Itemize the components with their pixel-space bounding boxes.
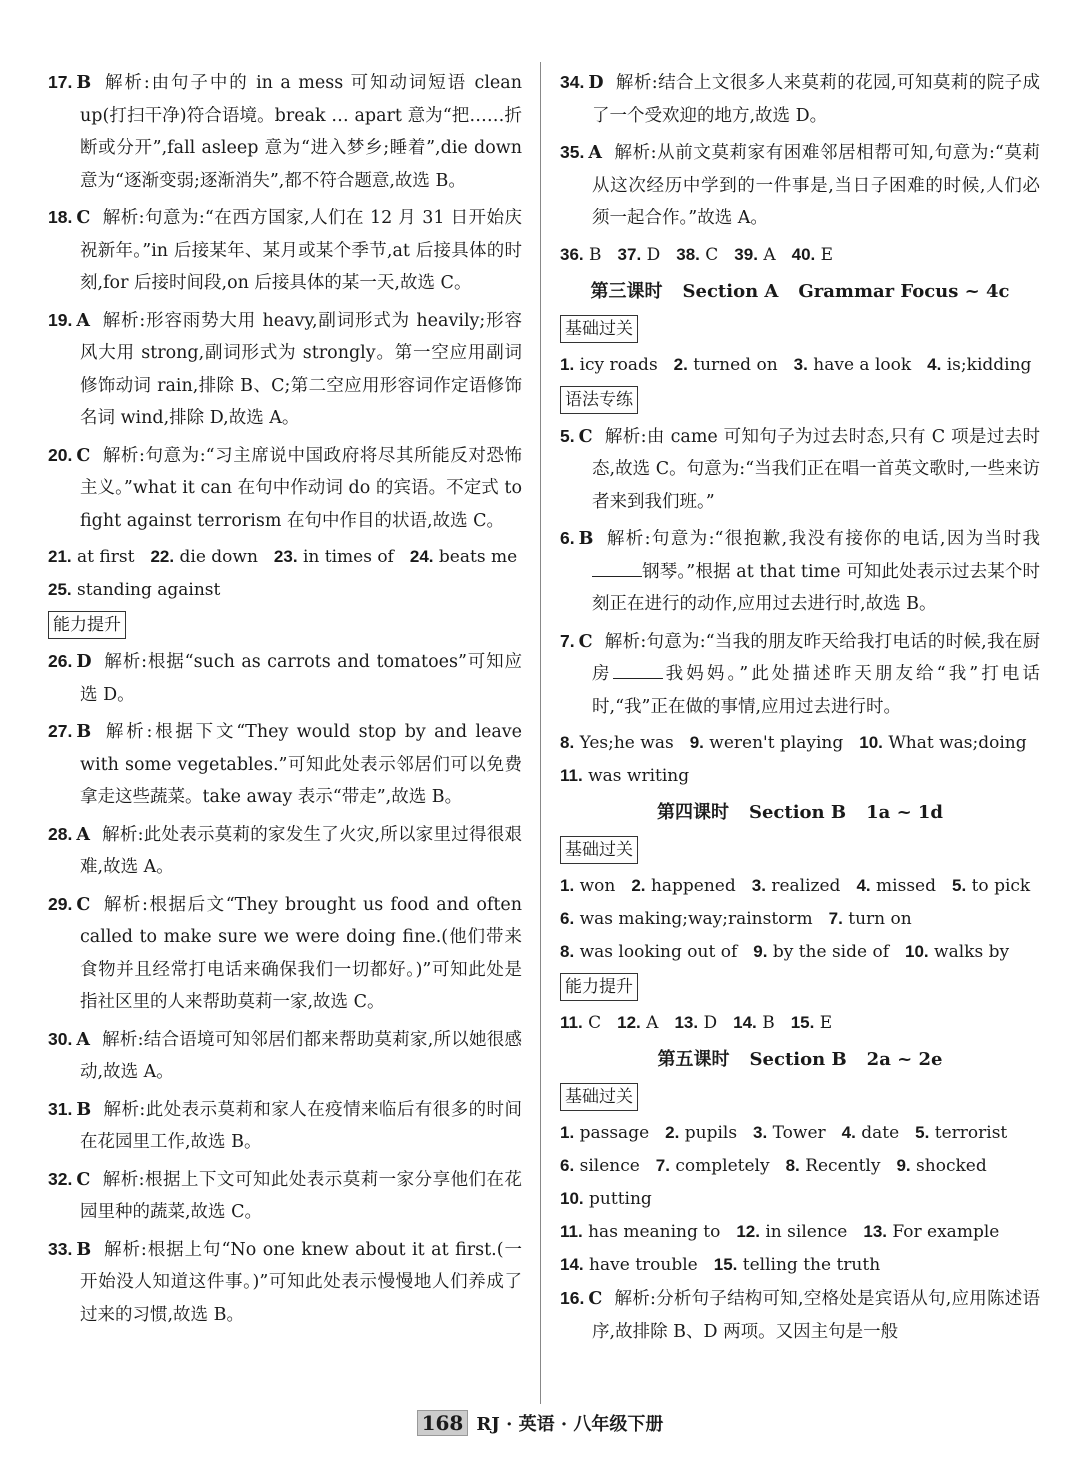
item-number: 21. — [48, 547, 72, 566]
fill-text: passage — [579, 1123, 650, 1143]
fill-text: by the side of — [772, 942, 889, 962]
item-explanation: 解析:分析句子结构可知,空格处是宾语从句,应用陈述语序,故排除 B、D 两项。又因主句是一般 — [592, 1289, 1040, 1342]
blank-line — [592, 560, 642, 577]
fill-text: Yes;he was — [579, 733, 674, 753]
fill-answer — [690, 727, 844, 759]
item-number: 1. — [560, 1123, 575, 1142]
item-number: 9. — [689, 733, 704, 752]
fill-text: Recently — [805, 1156, 881, 1176]
section-box-jichu: 基础过关 — [560, 315, 638, 343]
lesson-heading-3 — [560, 275, 1040, 309]
answer-item — [48, 66, 522, 197]
lesson-range: Grammar Focus ~ 4c — [798, 280, 1010, 302]
answer-item — [48, 888, 522, 1019]
fill-text: won — [579, 876, 616, 896]
item-answer: C — [588, 1289, 603, 1309]
item-answer: C — [76, 445, 91, 466]
fill-text: putting — [589, 1189, 652, 1209]
item-number: 31. — [48, 1098, 73, 1119]
fill-text: standing against — [77, 580, 221, 600]
fill-text: to pick — [971, 876, 1031, 896]
fill-line — [560, 1249, 1040, 1281]
item-explanation-cont: 钢琴。”根据 at that time 可知此处表示过去某个时刻正在进行的动作,应用过去进行时,故选 B。 — [592, 561, 1040, 614]
fill-group-l3b — [560, 727, 1040, 792]
item-explanation: 解析:从前文莫莉家有困难邻居相帮可知,句意为:“莫莉从这次经历中学到的一件事是,当日子困难的时候,人们必须一起合作。”故选 A。 — [592, 143, 1040, 228]
answer-item — [48, 818, 522, 884]
fill-group-l4 — [560, 870, 1040, 968]
item-number: 29. — [48, 893, 73, 914]
fill-text: happened — [650, 876, 736, 896]
lesson-heading-5 — [560, 1043, 1040, 1077]
fill-text: D — [646, 244, 661, 265]
fill-answer — [560, 1183, 652, 1215]
fill-text: turn on — [848, 909, 912, 929]
fill-answer — [674, 1007, 717, 1039]
fill-answer — [560, 1249, 698, 1281]
item-number: 13. — [863, 1222, 887, 1241]
fill-text: turned on — [693, 354, 778, 375]
item-answer: C — [76, 208, 91, 228]
fill-group-l5 — [560, 1117, 1040, 1281]
item-explanation: 解析:由 came 可知句子为过去时态,只有 C 项是过去时态,故选 C。句意为:“当我们正在唱一首英文歌时,一些来访者来到我们班。” — [592, 426, 1040, 512]
fill-line — [560, 1117, 1040, 1149]
fill-group-l4b — [560, 1007, 1040, 1039]
section-box-nengli-2: 能力提升 — [560, 973, 638, 1001]
fill-line — [560, 1216, 1040, 1248]
answer-item — [48, 645, 522, 711]
item-number: 3. — [753, 1123, 768, 1142]
answer-item — [560, 66, 1040, 132]
item-number: 3. — [793, 354, 808, 374]
fill-answer — [859, 727, 1026, 759]
fill-answer — [618, 239, 661, 271]
fill-answer — [150, 541, 257, 573]
fill-text: has meaning to — [588, 1222, 721, 1242]
fill-answer — [560, 1216, 720, 1248]
fill-line — [48, 574, 522, 606]
fill-text: E — [820, 244, 834, 265]
item-answer: B — [578, 529, 594, 549]
answer-item — [48, 439, 522, 538]
item-number: 14. — [560, 1255, 584, 1274]
item-number: 7. — [828, 909, 843, 928]
item-answer: C — [578, 426, 593, 447]
item-explanation: 解析:结合语境可知邻居们都来帮助莫莉家,所以她很感动,故选 A。 — [80, 1029, 522, 1082]
fill-line — [560, 760, 1040, 792]
fill-answer — [560, 239, 602, 271]
item-number: 6. — [560, 909, 575, 928]
fill-line — [560, 239, 1040, 271]
fill-answer — [829, 903, 912, 935]
item-number: 40. — [791, 244, 816, 264]
fill-text: What was;doing — [888, 733, 1027, 753]
answer-item — [48, 1023, 522, 1089]
fill-answer — [856, 870, 936, 902]
fill-answer — [274, 541, 394, 573]
item-explanation: 解析:由句子中的 in a mess 可知动词短语 clean up(打扫干净)符合语境。break … apart 意为“把……折断或分开”,fall asleep 意为“进入梦乡;睡着”,die down 意为“逐渐变弱;逐渐消失”,都不符合题意,故选 B。 — [80, 73, 522, 191]
item-number: 17. — [48, 72, 73, 92]
fill-answer — [915, 1117, 1007, 1149]
item-number: 25. — [48, 580, 72, 599]
fill-text: pupils — [684, 1123, 738, 1143]
fill-answer — [736, 1216, 847, 1248]
fill-text: completely — [675, 1156, 770, 1176]
fill-text: For example — [892, 1222, 1000, 1242]
fill-group-l3 — [560, 349, 1040, 381]
answer-item-5 — [560, 420, 1040, 519]
item-number: 18. — [48, 207, 73, 227]
fill-text: D — [703, 1013, 718, 1033]
item-answer: A — [76, 310, 90, 331]
item-answer: A — [588, 143, 602, 163]
fill-text: die down — [179, 547, 258, 567]
answer-item — [48, 201, 522, 300]
item-explanation: 解析:句意为:“在西方国家,人们在 12 月 31 日开始庆祝新年。”in 后接某年、某月或某个季节,at 后接具体的时刻,for 后接时间段,on 后接具体的某一天,故选 C。 — [80, 208, 522, 293]
item-number: 7. — [560, 630, 575, 651]
left-items-group — [48, 66, 522, 537]
fill-answer — [674, 349, 778, 381]
item-answer: B — [76, 1239, 92, 1260]
item-number: 6. — [560, 1156, 575, 1175]
blank-line — [613, 662, 663, 679]
item-number: 26. — [48, 651, 73, 671]
right-items-group — [560, 66, 1040, 235]
item-number: 27. — [48, 721, 73, 741]
fill-answer — [952, 870, 1030, 902]
item-answer: C — [76, 1169, 91, 1190]
left-items-group-2 — [48, 645, 522, 1331]
fill-answer — [791, 1007, 832, 1039]
fill-text: in times of — [302, 547, 394, 567]
fill-text: is;kidding — [946, 354, 1032, 375]
fill-answer — [560, 903, 813, 935]
item-number: 1. — [560, 354, 575, 374]
fill-answer — [753, 1117, 826, 1149]
fill-text: was looking out of — [579, 942, 738, 962]
item-number: 8. — [560, 733, 575, 752]
fill-text: was writing — [588, 766, 690, 786]
fill-answer — [676, 239, 718, 271]
item-explanation: 解析:根据上下文可知此处表示莫莉一家分享他们在花园里种的蔬菜,故选 C。 — [80, 1169, 522, 1222]
item-number: 4. — [927, 354, 942, 374]
item-answer: B — [76, 1099, 92, 1120]
item-number: 8. — [785, 1156, 800, 1175]
fill-text: Tower — [772, 1123, 826, 1143]
column-divider — [540, 62, 541, 1404]
page-footer — [0, 1410, 1080, 1436]
fill-text: was making;way;rainstorm — [579, 909, 813, 929]
fill-text: realized — [771, 876, 841, 896]
fill-answer — [905, 936, 1009, 968]
fill-text: walks by — [934, 942, 1010, 962]
fill-text: weren't playing — [709, 733, 844, 753]
lesson-number: 第五课时 — [657, 1049, 730, 1070]
item-number: 22. — [150, 547, 175, 566]
fill-text: date — [861, 1123, 900, 1143]
item-number: 11. — [560, 766, 583, 785]
item-number: 16. — [560, 1288, 585, 1308]
fill-answer — [794, 349, 912, 381]
item-number: 10. — [905, 942, 929, 961]
fill-answer — [927, 349, 1031, 381]
item-explanation: 解析:形容雨势大用 heavy,副词形式为 heavily;形容风大用 strong,副词形式为 strongly。第一空应用副词修饰动词 rain,排除 B、C;第二空应用形容词作定语修饰名词 wind,排除 D,故选 A。 — [80, 310, 522, 428]
section-box-jichu-2: 基础过关 — [560, 836, 638, 864]
answer-item-7 — [560, 625, 1040, 724]
item-explanation: 解析:句意为:“当我的朋友昨天给我打电话的时候,我在厨房 — [592, 631, 1040, 684]
section-box-nengli: 能力提升 — [48, 611, 126, 639]
item-answer: B — [76, 722, 92, 742]
right-column — [560, 66, 1040, 1352]
item-number: 2. — [631, 876, 646, 895]
item-number: 34. — [560, 72, 585, 92]
fill-answer — [560, 349, 658, 381]
fill-answer — [786, 1150, 881, 1182]
lesson-section: Section B — [748, 802, 847, 823]
fill-answer — [733, 1007, 775, 1039]
fill-text: B — [589, 244, 602, 265]
fill-line — [48, 541, 522, 573]
fill-answer — [560, 1007, 601, 1039]
fill-answer — [560, 727, 674, 759]
fill-answer — [631, 870, 735, 902]
fill-text: terrorist — [934, 1123, 1008, 1143]
item-number: 36. — [560, 244, 584, 264]
item-explanation: 解析:此处表示莫莉的家发生了火灾,所以家里过得很艰难,故选 A。 — [80, 824, 522, 877]
lesson-range: 1a ~ 1d — [866, 802, 944, 823]
fill-answer — [617, 1007, 658, 1039]
item-number: 28. — [48, 823, 73, 844]
fill-text: telling the truth — [742, 1255, 881, 1275]
answer-item — [48, 1093, 522, 1159]
fill-line — [560, 1150, 1040, 1182]
lesson-number: 第三课时 — [590, 280, 663, 302]
item-number: 10. — [560, 1189, 584, 1208]
fill-answer — [665, 1117, 737, 1149]
fill-text: E — [819, 1013, 833, 1033]
item-number: 11. — [560, 1222, 583, 1241]
item-number: 15. — [713, 1255, 738, 1274]
item-number: 5. — [560, 425, 575, 446]
fill-text: shocked — [916, 1156, 987, 1176]
item-number: 37. — [617, 244, 642, 264]
item-number: 2. — [665, 1123, 680, 1142]
fill-answer — [714, 1249, 880, 1281]
item-explanation: 解析:结合上文很多人来莫莉的花园,可知莫莉的院子成了一个受欢迎的地方,故选 D。 — [592, 73, 1040, 126]
fill-text: at first — [77, 547, 135, 567]
book-title: RJ · 英语 · 八年级下册 — [476, 1414, 664, 1435]
item-number: 4. — [856, 876, 871, 895]
fill-text: silence — [579, 1156, 640, 1176]
section-box-yufa: 语法专练 — [560, 386, 638, 414]
item-number: 12. — [617, 1013, 641, 1032]
item-number: 2. — [673, 354, 688, 374]
fill-answer — [842, 1117, 900, 1149]
fill-line — [560, 1007, 1040, 1039]
item-answer: C — [76, 894, 91, 915]
item-number: 19. — [48, 309, 73, 330]
item-number: 3. — [751, 876, 766, 895]
fill-text: A — [763, 244, 776, 265]
item-explanation: 解析:句意为:“很抱歉,我没有接你的电话,因为当时我 — [605, 529, 1040, 549]
item-number: 30. — [48, 1028, 73, 1049]
item-answer: A — [76, 824, 90, 845]
fill-answer — [896, 1150, 986, 1182]
item-number: 20. — [48, 444, 73, 465]
item-number: 8. — [560, 942, 575, 961]
answer-item-16 — [560, 1282, 1040, 1348]
item-number: 9. — [753, 942, 768, 961]
item-number: 38. — [676, 244, 700, 264]
page-number: 168 — [417, 1410, 469, 1436]
item-number: 6. — [560, 528, 575, 548]
fill-text: missed — [876, 876, 936, 896]
fill-text: A — [646, 1013, 659, 1033]
item-number: 14. — [733, 1013, 757, 1032]
lesson-number: 第四课时 — [656, 802, 729, 823]
item-number: 35. — [560, 142, 585, 162]
item-answer: B — [76, 73, 92, 93]
item-number: 5. — [915, 1123, 930, 1142]
item-number: 7. — [655, 1156, 670, 1175]
fill-answer — [560, 870, 615, 902]
fill-answer — [656, 1150, 770, 1182]
item-explanation: 解析:根据“such as carrots and tomatoes”可知应选 D。 — [80, 652, 522, 705]
fill-answer — [792, 239, 833, 271]
left-column — [48, 66, 522, 1335]
answer-item — [48, 304, 522, 435]
item-number: 1. — [560, 876, 575, 895]
item-number: 4. — [841, 1123, 856, 1142]
lesson-section: Section A — [682, 280, 779, 302]
item-number: 15. — [790, 1013, 815, 1032]
answer-item — [48, 1163, 522, 1229]
fill-line — [560, 1183, 1040, 1215]
item-number: 11. — [560, 1013, 583, 1032]
item-number: 33. — [48, 1238, 73, 1259]
fill-answer — [734, 239, 775, 271]
fill-text: in silence — [765, 1222, 848, 1242]
fill-answer — [753, 936, 889, 968]
fill-line — [560, 349, 1040, 381]
fill-line — [560, 727, 1040, 759]
item-explanation: 解析:根据后文“They brought us food and often called to make sure we were doing fine.(他们带来食物并且经常打电话来确保我们一切都好。)”可知此处是指社区里的人来帮助莫莉一家,故选 C。 — [80, 894, 522, 1012]
lesson-section: Section B — [749, 1049, 847, 1070]
item-answer: D — [588, 73, 604, 93]
fill-answer — [48, 574, 220, 606]
section-box-jichu-3: 基础过关 — [560, 1083, 638, 1111]
left-fill-group — [48, 541, 522, 606]
right-fill-group — [560, 239, 1040, 271]
fill-answer — [48, 541, 134, 573]
fill-text: have a look — [813, 354, 912, 375]
lesson-range: 2a ~ 2e — [866, 1049, 943, 1070]
item-number: 24. — [409, 547, 434, 566]
fill-text: C — [705, 244, 719, 265]
fill-text: have trouble — [589, 1255, 698, 1275]
item-number: 10. — [859, 733, 883, 752]
answer-item — [48, 715, 522, 814]
fill-answer — [752, 870, 841, 902]
item-number: 9. — [896, 1156, 911, 1175]
item-number: 32. — [48, 1168, 73, 1189]
item-number: 23. — [273, 547, 298, 566]
fill-line — [560, 870, 1040, 902]
item-explanation: 解析:根据下文“They would stop by and leave with some vegetables.”可知此处表示邻居们可以免费拿走这些蔬菜。take away 表示“带走”,故选 B。 — [80, 722, 522, 807]
fill-line — [560, 936, 1040, 968]
item-answer: A — [76, 1029, 90, 1050]
fill-text: B — [762, 1013, 775, 1033]
item-number: 12. — [736, 1222, 760, 1241]
fill-answer — [560, 1117, 649, 1149]
item-answer: C — [578, 631, 593, 652]
item-explanation-cont: 我妈妈。”此处描述昨天朋友给“我”打电话时,“我”正在做的事情,应用过去进行时。 — [592, 664, 1040, 717]
fill-answer — [410, 541, 517, 573]
fill-line — [560, 903, 1040, 935]
item-number: 13. — [674, 1013, 699, 1032]
item-explanation: 解析:句意为:“习主席说中国政府将尽其所能反对恐怖主义。”what it can 在句中作动词 do 的宾语。不定式 to fight against terrorism 在句中作目的状语,故选 C。 — [80, 445, 522, 531]
lesson-heading-4 — [560, 796, 1040, 830]
fill-answer — [560, 936, 737, 968]
answer-item — [560, 136, 1040, 235]
fill-answer — [560, 760, 689, 792]
item-number: 39. — [734, 244, 758, 264]
fill-answer — [863, 1216, 999, 1248]
fill-text: C — [588, 1013, 602, 1033]
fill-answer — [560, 1150, 640, 1182]
item-number: 5. — [952, 876, 967, 895]
answer-item-6 — [560, 522, 1040, 621]
fill-text: beats me — [438, 547, 518, 567]
answer-item — [48, 1233, 522, 1332]
item-answer: D — [76, 652, 92, 672]
item-explanation: 解析:此处表示莫莉和家人在疫情来临后有很多的时间在花园里工作,故选 B。 — [80, 1099, 522, 1152]
fill-text: icy roads — [579, 354, 658, 375]
item-explanation: 解析:根据上句“No one knew about it at first.(一开始没人知道这件事。)”可知此处表示慢慢地人们养成了过来的习惯,故选 B。 — [80, 1239, 522, 1325]
